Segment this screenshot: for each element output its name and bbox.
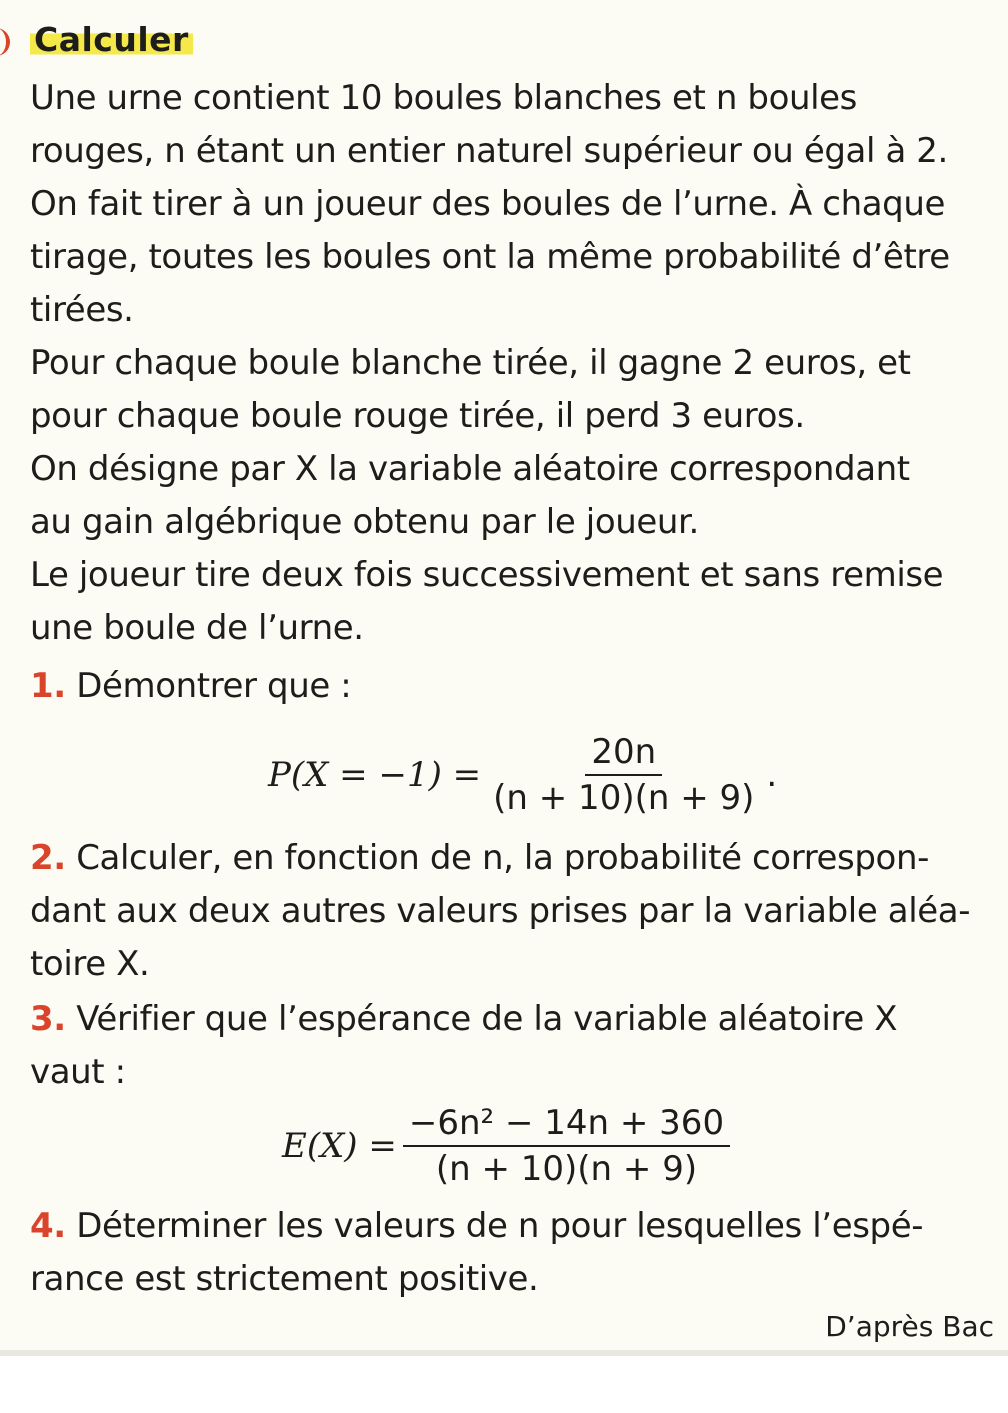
question-text: vaut : [30, 1052, 126, 1092]
intro-line: rouges, n étant un entier naturel supérieur ou égal à 2. [30, 131, 948, 171]
fraction [403, 1103, 730, 1189]
formula-probability [268, 732, 777, 818]
intro-line: au gain algébrique obtenu par le joueur. [30, 502, 699, 542]
question-text: Démontrer que : [76, 666, 352, 706]
intro-line: Pour chaque boule blanche tirée, il gagne 2 euros, et [30, 343, 911, 383]
intro-line: On désigne par X la variable aléatoire correspondant [30, 449, 910, 489]
question-text: toire X. [30, 944, 150, 984]
question-text: rance est strictement positive. [30, 1259, 539, 1299]
intro-line: tirées. [30, 290, 134, 330]
exercise-title: Calculer [30, 20, 193, 59]
fraction-denominator: (n + 10)(n + 9) [435, 1149, 698, 1189]
question-text: Déterminer les valeurs de n pour lesquelles l’espé- [76, 1206, 924, 1246]
fraction-numerator: 20n [585, 732, 662, 776]
question-text: dant aux deux autres valeurs prises par la variable aléa- [30, 891, 971, 931]
formula-suffix: . [766, 755, 778, 795]
fraction [487, 732, 760, 818]
source-credit: D’après Bac [825, 1310, 994, 1343]
question-3 [30, 993, 1000, 1099]
intro-line: tirage, toutes les boules ont la même probabilité d’être [30, 237, 950, 277]
question-number: 1. [30, 666, 66, 706]
formula-lhs: E(X) = [282, 1126, 397, 1166]
formula-lhs: P(X = −1) = [268, 755, 482, 795]
divider [0, 1350, 1008, 1356]
fraction-denominator: (n + 10)(n + 9) [493, 778, 755, 818]
intro-line: On fait tirer à un joueur des boules de l’urne. À chaque [30, 184, 946, 224]
fraction-numerator: −6n² − 14n + 360 [403, 1103, 730, 1147]
question-2 [30, 832, 1000, 991]
question-text: Vérifier que l’espérance de la variable aléatoire X [76, 999, 898, 1039]
section-marker [0, 28, 10, 56]
intro-line: Le joueur tire deux fois successivement et sans remise [30, 555, 944, 595]
intro-line: Une urne contient 10 boules blanches et n boules [30, 78, 857, 118]
question-1 [30, 660, 1000, 713]
question-4 [30, 1200, 1000, 1306]
question-number: 2. [30, 838, 66, 878]
intro-line: une boule de l’urne. [30, 608, 364, 648]
intro-paragraph [30, 72, 1000, 655]
intro-line: pour chaque boule rouge tirée, il perd 3 euros. [30, 396, 805, 436]
formula-expectation [282, 1103, 736, 1189]
question-text: Calculer, en fonction de n, la probabilité correspon- [76, 838, 929, 878]
question-number: 4. [30, 1206, 66, 1246]
question-number: 3. [30, 999, 66, 1039]
